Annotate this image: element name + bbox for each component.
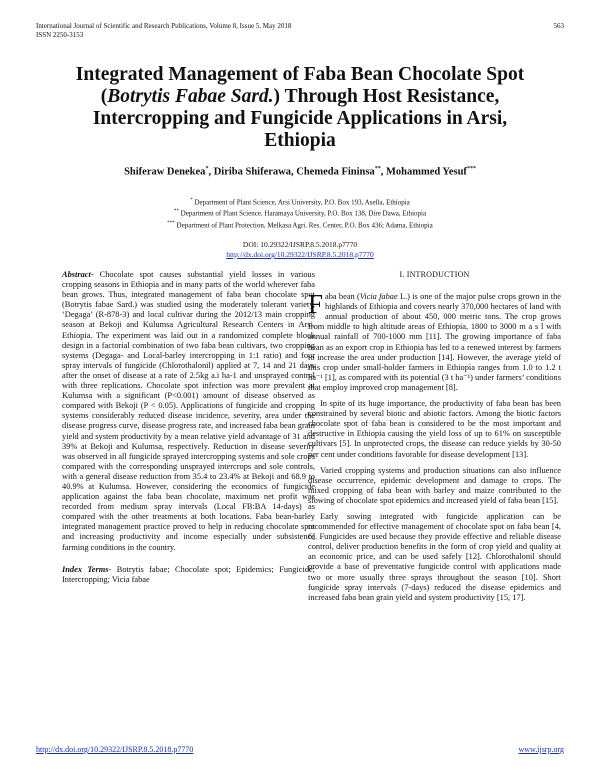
- issn: ISSN 2250-3153: [36, 31, 84, 39]
- author-name: Diriba Shiferawa: [213, 166, 291, 178]
- intro-p1-rest: L.) is one of the major pulse crops grown in the highlands of Ethiopia and covers nearly 370,000 hectares of land with annual production of about 450, 000 metric tons. The crop grows from middle to high altitude areas of Ethiopia, 1800 to 3000 m a s l with annual rainfall of 700-1000 mm [11]. The growing importance of faba bean as an export crop in Ethiopia has led to a renewed interest by farmers to increase the area under production [14]. However, the average yield of this crop under small-holder farmers in Ethiopia ranges from 1.0 to 1.2 t ha⁻¹ [1], as compared with its potential (3 t ha⁻¹) under farmers’ conditions that employ improved crop management [8].: [308, 292, 561, 392]
- index-terms-text: - Botrytis fabae; Chocolate spot; Epidemics; Fungicide; Intercropping; Vicia fabae: [62, 564, 315, 584]
- footer-doi-link[interactable]: http://dx.doi.org/10.29322/IJSRP.8.5.2018.p7770: [36, 745, 194, 754]
- author-sep: ,: [380, 166, 386, 178]
- author-mark: *: [205, 166, 209, 172]
- intro-p1-italic: Vicia fabae: [359, 292, 398, 302]
- author-name: Shiferaw Denekea: [124, 166, 206, 178]
- abstract: [62, 270, 315, 553]
- affiliation-text: Department of Plant Science, Arsi University, P.O. Box 193, Asella, Ethiopia: [192, 198, 410, 207]
- footer-site-link[interactable]: www.ijsrp.org: [518, 745, 564, 754]
- author-name: Mohammed Yesuf: [385, 166, 467, 178]
- section-heading-introduction: I. INTRODUCTION: [399, 270, 470, 279]
- intro-paragraph-2: In spite of its huge importance, the productivity of faba bean has been constrained by several biotic and abiotic factors. Among the biotic factors chocolate spot of faba bean is considered to be the most important and destructive in Ethiopia causing the yield loss of up to 61% on susceptible cultivars [5]. In unprotected crops, the disease can reduce yields by 30-50 per cent under conditions favorable for disease development [13].: [308, 399, 561, 459]
- affiliation-line: [60, 219, 540, 230]
- affiliation-line: [60, 207, 540, 218]
- intro-paragraph-3: Varied cropping systems and production situations can also influence disease occurrence, epidemic development and damage to crops. The mixed cropping of faba bean with barley and maize contributed to the slowing of chocolate spot epidemics and increased yield of faba bean [15].: [308, 465, 561, 505]
- intro-paragraph-1: [308, 289, 561, 393]
- abstract-label: Abstract-: [62, 270, 94, 279]
- author-mark: ***: [466, 166, 476, 172]
- author-name: Chemeda Fininsa: [296, 166, 375, 178]
- author-sep: ,: [290, 166, 297, 178]
- affiliation-text: Department of Plant Science, Haramaya University, P.O. Box 138, Dire Dawa, Ethiopia: [178, 209, 427, 218]
- doi-block: [60, 240, 540, 260]
- affiliation-mark: ***: [167, 220, 175, 226]
- paper-title: [60, 64, 540, 152]
- author-sep: ,: [208, 166, 214, 178]
- abstract-text: Chocolate spot causes substantial yield losses in various cropping seasons in Ethiopia and in many parts of the world wherever faba bean grows. Thus, integrated management of faba bean chocolate spot (Botrytis fabae Sard.) was studied using the moderately tolerant variety, ‘Degaga’ (R-878-3) and local cultivar during the 2012/13 main cropping season at Bekoji and Kulumsa Agricultural Research Centers in Arsi, Ethiopia. The experiment was laid out in a randomized complete block design in a factorial combination of two faba bean cultivars, two cropping systems (Degaga- and Local-barley intercropping in 1:1 ratio) and four spray intervals of fungicide (Chlorothalonil) applied at 7, 14 and 21 days after the onset of disease at a rate of 2.5kg a.i ha-1 and unsprayed control with three replications. Chocolate spot infection was more prevalent at Kulumsa with a significant (P<0.001) amount of disease observed as compared with Bekoji (P < 0.05). Applications of fungicide and cropping systems considerably reduced disease incidence, severity, area under the disease progress curve, disease progress rate, and increased faba bean grain yield and system productivity by a mean relative yield advantage of 31 and 39% at Bekoji and Kulumsa, respectively. Reduction in disease severity was observed in all fungicide sprayed intercropping systems and sole crops compared with the corresponding unsprayed intercrops and sole controls, with a general disease reduction from 35.4 to 23.4% at Bekoji and 68.9 to 40.9% at Kulumsa. However, considering the economics of fungicide application against the faba bean chocolate, maximum net profit was recorded from medium spray intervals (Local FB:BA 14-days) as compared with the other treatments at both locations. Faba bean-barley integrated management practice proved to help in reducing chocolate spot and increasing productivity and income especially under subsistence farming conditions in the country.: [62, 270, 315, 552]
- running-header: [36, 22, 564, 40]
- affiliation-line: [60, 196, 540, 207]
- page-number: 563: [553, 22, 564, 30]
- journal-line: International Journal of Scientific and Research Publications, Volume 8, Issue 5, May 2018: [36, 22, 292, 30]
- author-list: [60, 166, 540, 178]
- affiliation-mark: **: [173, 209, 179, 215]
- index-terms-label: Index Terms: [62, 564, 109, 574]
- doi-line: DOI: 10.29322/IJSRP.8.5.2018.p7770: [242, 240, 358, 249]
- drop-cap: F: [308, 289, 324, 320]
- left-column: [62, 270, 315, 585]
- intro-paragraph-4: Early sowing integrated with fungicide application can be recommended for effective management of chocolate spot on faba bean [4, 6]. Fungicides are used because they provide effective and reliable disease control, deliver production benefits in the form of crop yield and quality at an economic price, and can be used safely [12]. Chlorothalonil should provide a base of preventative fungicide control with applications made two or more usually three sprays throughout the season [10]. Short fungicide spray intervals (7-days) reduced the disease epidemics and increased faba bean grain yield and system productivity [15, 17].: [308, 511, 561, 602]
- title-part-1: Integrated Management of Faba Bean Chocolate Spot (: [75, 64, 525, 107]
- affiliation-text: Department of Plant Protection, Melkasa Agri. Res. Center, P.O. Box 436; Adama, Ethiopia: [174, 220, 433, 229]
- title-part-2: ) Through Host Resistance, Intercropping and Fungicide Applications in Arsi, Ethiopia: [92, 86, 508, 151]
- right-column: [308, 270, 561, 603]
- affiliations: [60, 196, 540, 230]
- author-mark: **: [374, 166, 381, 172]
- intro-p1-lead: aba bean (: [325, 292, 360, 302]
- affiliation-mark: *: [190, 198, 193, 203]
- title-italic: Botrytis Fabae Sard.: [107, 86, 274, 107]
- doi-link[interactable]: http://dx.doi.org/10.29322/IJSRP.8.5.2018.p7770: [226, 250, 374, 259]
- index-terms: [62, 565, 315, 585]
